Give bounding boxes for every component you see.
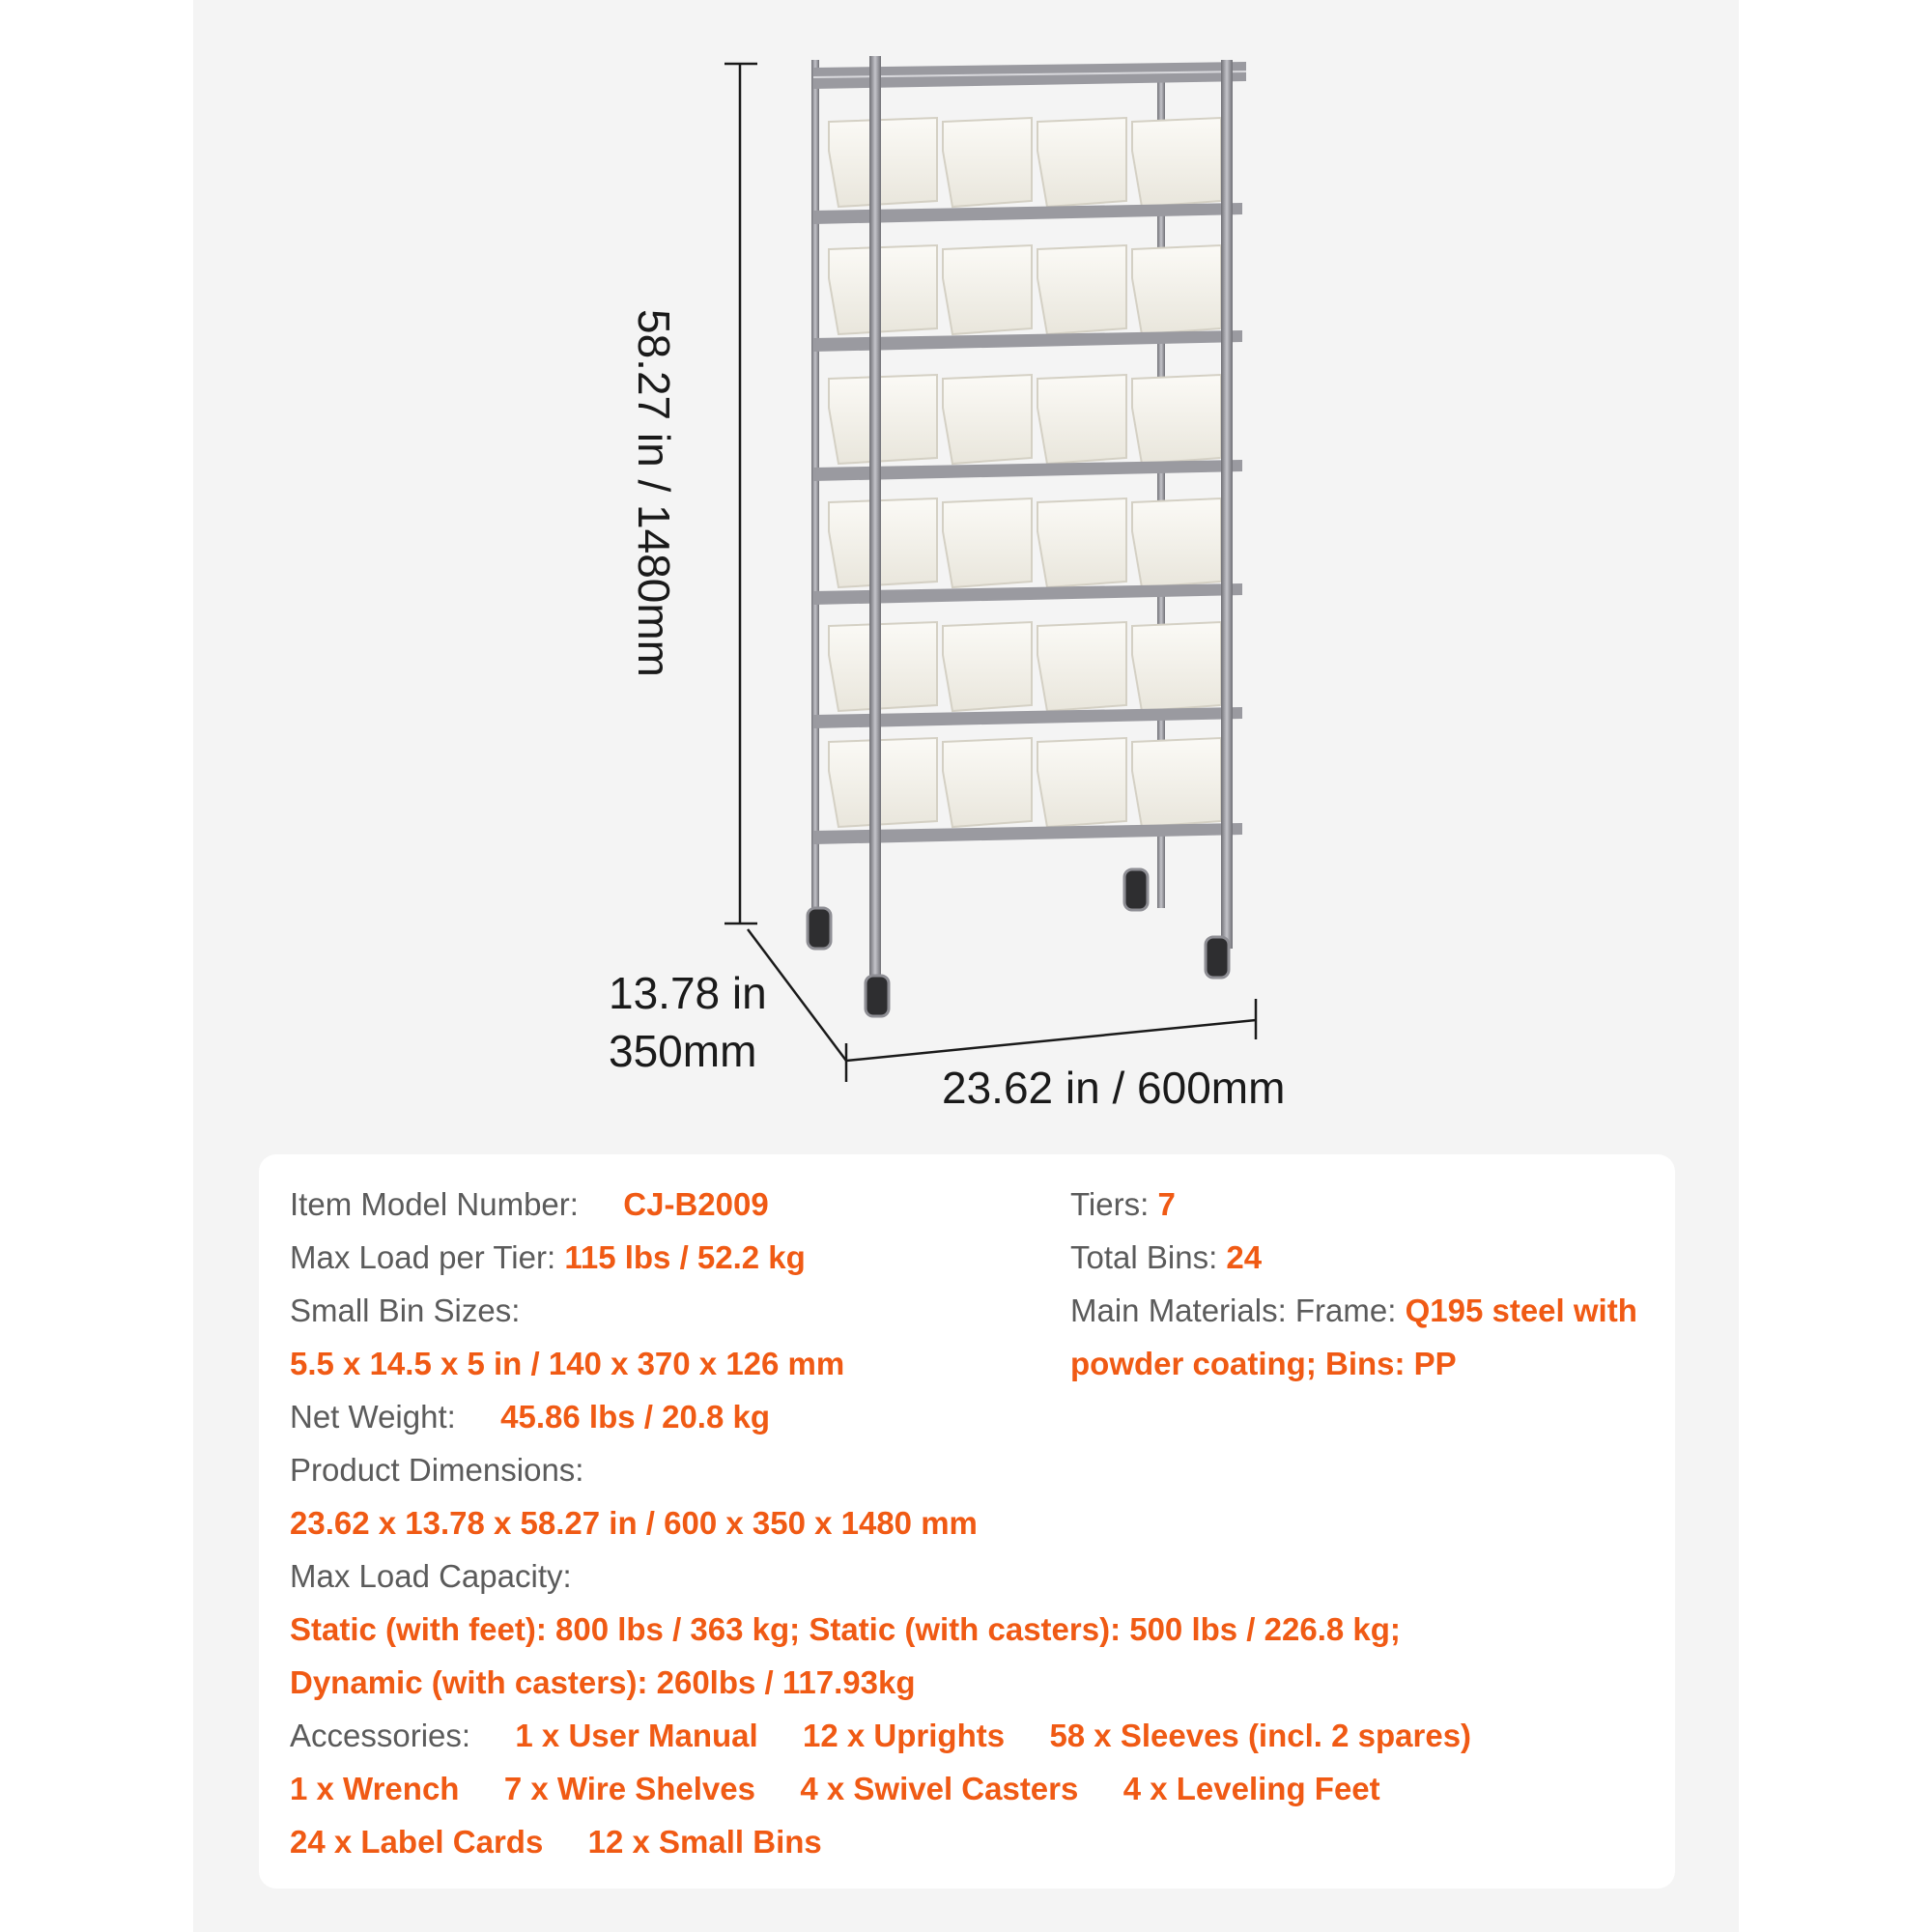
- max-load-capacity-label-row: [290, 1557, 572, 1596]
- accessories-row-3: [290, 1823, 822, 1861]
- storage-bin: [1037, 498, 1126, 587]
- storage-bin: [1132, 498, 1221, 587]
- accessory-item: 12 x Small Bins: [587, 1824, 822, 1860]
- storage-bin: [1037, 118, 1126, 207]
- materials-label: Main Materials: Frame:: [1070, 1293, 1397, 1328]
- accessory-item: 1 x Wrench: [290, 1771, 460, 1806]
- bin-sizes-value: 5.5 x 14.5 x 5 in / 140 x 370 x 126 mm: [290, 1346, 845, 1381]
- dynamic-load-value: Dynamic (with casters): 260lbs / 117.93kg: [290, 1664, 916, 1700]
- storage-bin: [1132, 245, 1221, 334]
- materials-value-line-2: powder coating; Bins: PP: [1070, 1346, 1457, 1381]
- max-load-tier-value: 115 lbs / 52.2 kg: [564, 1239, 806, 1275]
- storage-bin: [943, 622, 1032, 711]
- materials-value-line-1: Q195 steel with: [1405, 1293, 1637, 1328]
- total-bins-value: 24: [1226, 1239, 1263, 1275]
- accessory-item: 12 x Uprights: [803, 1718, 1006, 1753]
- product-dimensions-label-row: [290, 1451, 583, 1490]
- static-load-values: Static (with feet): 800 lbs / 363 kg; Static (with casters): 500 lbs / 226.8 kg;: [290, 1611, 1401, 1647]
- storage-bin: [1132, 622, 1221, 711]
- storage-bin: [1037, 738, 1126, 827]
- storage-bin: [829, 738, 937, 827]
- storage-bin: [1132, 118, 1221, 207]
- bin-sizes-label: Small Bin Sizes:: [290, 1293, 521, 1328]
- storage-bin: [829, 498, 937, 587]
- accessory-item: 24 x Label Cards: [290, 1824, 544, 1860]
- height-dimension-line: [724, 64, 757, 923]
- storage-bin: [943, 118, 1032, 207]
- storage-bin: [829, 118, 937, 207]
- tiers-label: Tiers:: [1070, 1186, 1150, 1222]
- storage-bin: [829, 622, 937, 711]
- spec-card: [259, 1154, 1675, 1889]
- storage-bin: [943, 498, 1032, 587]
- storage-bin: [943, 375, 1032, 464]
- height-dimension-label: 58.27 in / 1480mm: [629, 309, 679, 678]
- max-load-tier-label: Max Load per Tier:: [290, 1239, 556, 1275]
- model-number-label: Item Model Number:: [290, 1186, 579, 1222]
- storage-bin: [829, 245, 937, 334]
- accessory-item: 58 x Sleeves (incl. 2 spares): [1049, 1718, 1472, 1753]
- product-dimensions-label: Product Dimensions:: [290, 1452, 584, 1488]
- max-load-capacity-line-2: [290, 1663, 915, 1702]
- net-weight-row: [290, 1398, 770, 1436]
- accessories-row-1: [290, 1717, 1471, 1755]
- storage-bin: [1037, 622, 1126, 711]
- model-number-row: [290, 1185, 769, 1224]
- width-dimension-line: [846, 999, 1256, 1061]
- storage-bin: [943, 245, 1032, 334]
- total-bins-label: Total Bins:: [1070, 1239, 1218, 1275]
- total-bins-row: [1070, 1238, 1262, 1277]
- accessory-item: 4 x Swivel Casters: [800, 1771, 1079, 1806]
- storage-bin: [1037, 245, 1126, 334]
- storage-bin: [1037, 375, 1126, 464]
- bin-sizes-label-row: [290, 1292, 520, 1330]
- max-load-capacity-line-1: [290, 1610, 1401, 1649]
- tiers-value: 7: [1157, 1186, 1176, 1222]
- storage-bin: [943, 738, 1032, 827]
- max-load-tier-row: [290, 1238, 806, 1277]
- storage-bin: [1132, 375, 1221, 464]
- accessories-label: Accessories:: [290, 1718, 471, 1753]
- product-dimensions-value: 23.62 x 13.78 x 58.27 in / 600 x 350 x 1480 mm: [290, 1505, 978, 1541]
- storage-bin: [829, 375, 937, 464]
- accessory-item: 4 x Leveling Feet: [1122, 1771, 1380, 1806]
- bin-sizes-value-row: [290, 1345, 844, 1383]
- max-load-capacity-label: Max Load Capacity:: [290, 1558, 572, 1594]
- materials-row-2: [1070, 1345, 1457, 1383]
- width-dimension-label: 23.62 in / 600mm: [942, 1063, 1286, 1113]
- accessory-item: 1 x User Manual: [515, 1718, 758, 1753]
- depth-dimension-label: [609, 964, 767, 1080]
- accessory-item: 7 x Wire Shelves: [503, 1771, 755, 1806]
- tiers-row: [1070, 1185, 1176, 1224]
- depth-millimeters: 350mm: [609, 1026, 757, 1076]
- model-number-value: CJ-B2009: [623, 1186, 769, 1222]
- accessories-row-2: [290, 1770, 1380, 1808]
- materials-row: [1070, 1292, 1637, 1330]
- storage-bin: [1132, 738, 1221, 827]
- net-weight-value: 45.86 lbs / 20.8 kg: [500, 1399, 770, 1435]
- product-dimensions-value-row: [290, 1504, 978, 1543]
- net-weight-label: Net Weight:: [290, 1399, 456, 1435]
- depth-inches: 13.78 in: [609, 968, 767, 1018]
